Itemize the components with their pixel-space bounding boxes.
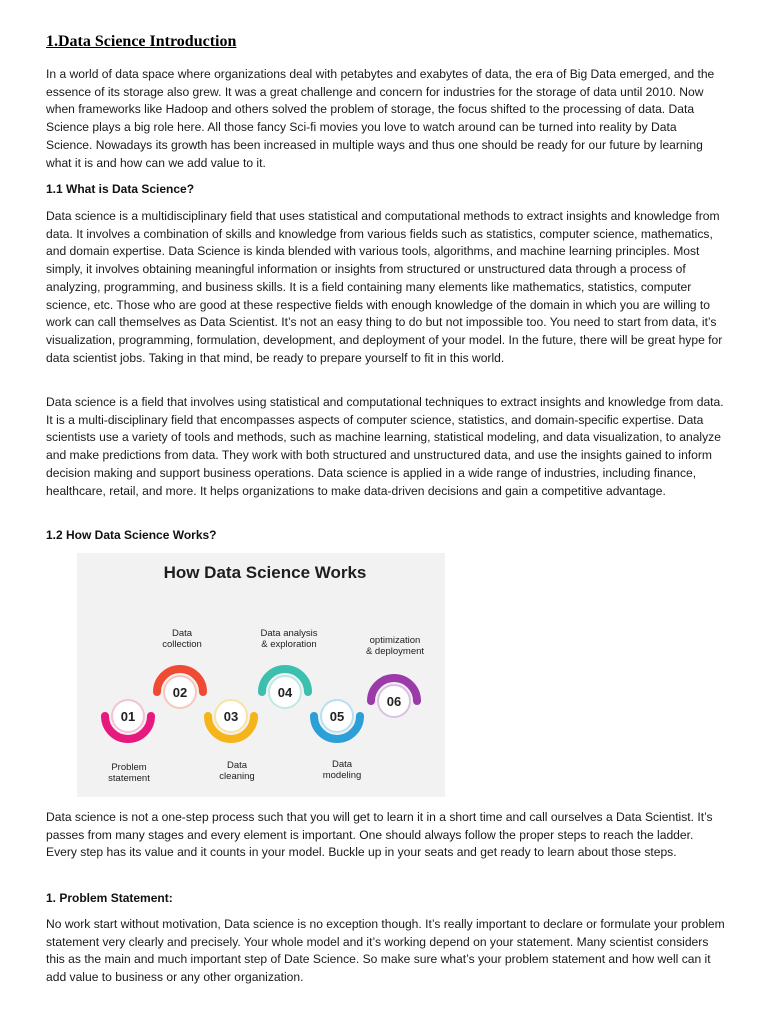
- step-03-label-1: Data: [226, 760, 248, 771]
- step-01: [105, 700, 151, 784]
- step-02: [157, 628, 203, 708]
- how-data-science-works-figure: [77, 553, 445, 797]
- step-01-label-1: Problem: [111, 762, 147, 773]
- section-heading-how-works: 1.2 How Data Science Works?: [46, 528, 217, 542]
- section-heading-problem-statement: 1. Problem Statement:: [46, 891, 173, 905]
- figure-title: How Data Science Works: [163, 563, 367, 582]
- problem-statement-paragraph: No work start without motivation, Data science is no exception though. It’s really important to declare or formulate your problem statement very clearly and precisely. Your whole model and it’s working depend on your statement. Many scientist considers this as the main and much important step of Date Science. So make sure what’s your problem statement and how well can it add value to business or any other organization.: [46, 917, 725, 985]
- page-title: 1.Data Science Introduction: [46, 33, 237, 50]
- step-03-label-2: cleaning: [219, 771, 255, 782]
- step-03: [208, 700, 255, 782]
- step-06-label-1: optimization: [369, 635, 421, 646]
- step-04-number: 04: [277, 685, 293, 700]
- step-01-label-2: statement: [108, 773, 150, 784]
- step-04-label-1: Data analysis: [260, 628, 318, 639]
- step-05-number: 05: [329, 709, 345, 724]
- step-04-label-2: & exploration: [261, 639, 317, 650]
- step-05-label-1: Data: [331, 759, 353, 770]
- step-02-label-1: Data: [171, 628, 193, 639]
- section-heading-what-is: 1.1 What is Data Science?: [46, 182, 195, 196]
- what-is-paragraph-1: Data science is a multidisciplinary field that uses statistical and computational methods to extract insights and knowledge from data. It involves a combination of skills and knowledge from various fields such as statistics, computer science, mathematics, and domain expertise. Data Science is kinda blended with various tools, algorithms, and machine learning principles. Most simply, it involves obtaining meaningful information or insights from structured or unstructured data through a process of analyzing, programming, and business skills. It is a field containing many elements like mathematics, statistics, computer science, etc. Those who are good at these respective fields with enough knowledge of the domain in which you are willing to work can call themselves as Data Scientist. It’s not an easy thing to do but not impossible too. You need to start from data, it’s visualization, programming, formulation, development, and deployment of your model. In the future, there will be great hype for data scientist jobs. Taking in that mind, be ready to prepare yourself to fit in this world.: [46, 209, 723, 365]
- step-02-label-2: collection: [162, 639, 202, 650]
- step-06: [366, 635, 424, 717]
- step-03-number: 03: [223, 709, 239, 724]
- step-06-label-2: & deployment: [365, 646, 425, 657]
- step-05: [314, 700, 361, 781]
- step-06-number: 06: [386, 694, 402, 709]
- intro-paragraph: In a world of data space where organizations deal with petabytes and exabytes of data, the era of Big Data emerged, and the essence of its storage also grew. It was a great challenge and concern for industries for the storage of data until 2010. Now when frameworks like Hadoop and others solved the problem of storage, the focus shifted to the processing of data. Data Science plays a big role here. All those fancy Sci-fi movies you love to watch around can be turned into reality by Data Science. Nowadays its growth has been increased in multiple ways and thus one should be ready for our future by learning what it is and how can we add value to it.: [46, 67, 715, 170]
- how-works-paragraph: Data science is not a one-step process such that you will get to learn it in a short time and call ourselves a Data Scientist. It’s passes from many stages and every element is important. One should always follow the proper steps to reach the ladder. Every step has its value and it counts in your model. Buckle up in your seats and get ready to learn about those steps.: [46, 810, 713, 860]
- step-04: [260, 628, 317, 708]
- what-is-paragraph-2: Data science is a field that involves using statistical and computational techniques to extract insights and knowledge from data. It is a multi-disciplinary field that encompasses aspects of computer science, statistics, and domain-specific expertise. Data scientists use a variety of tools and methods, such as machine learning, statistical modeling, and data visualization, to analyze and make predictions from data. They work with both structured and unstructured data, and use the insights gained to inform decision making and support business operations. Data science is applied in a wide range of industries, including finance, healthcare, retail, and more. It helps organizations to make data-driven decisions and gain a competitive advantage.: [46, 395, 724, 498]
- step-01-number: 01: [120, 709, 136, 724]
- step-05-label-2: modeling: [322, 770, 362, 781]
- step-02-number: 02: [172, 685, 188, 700]
